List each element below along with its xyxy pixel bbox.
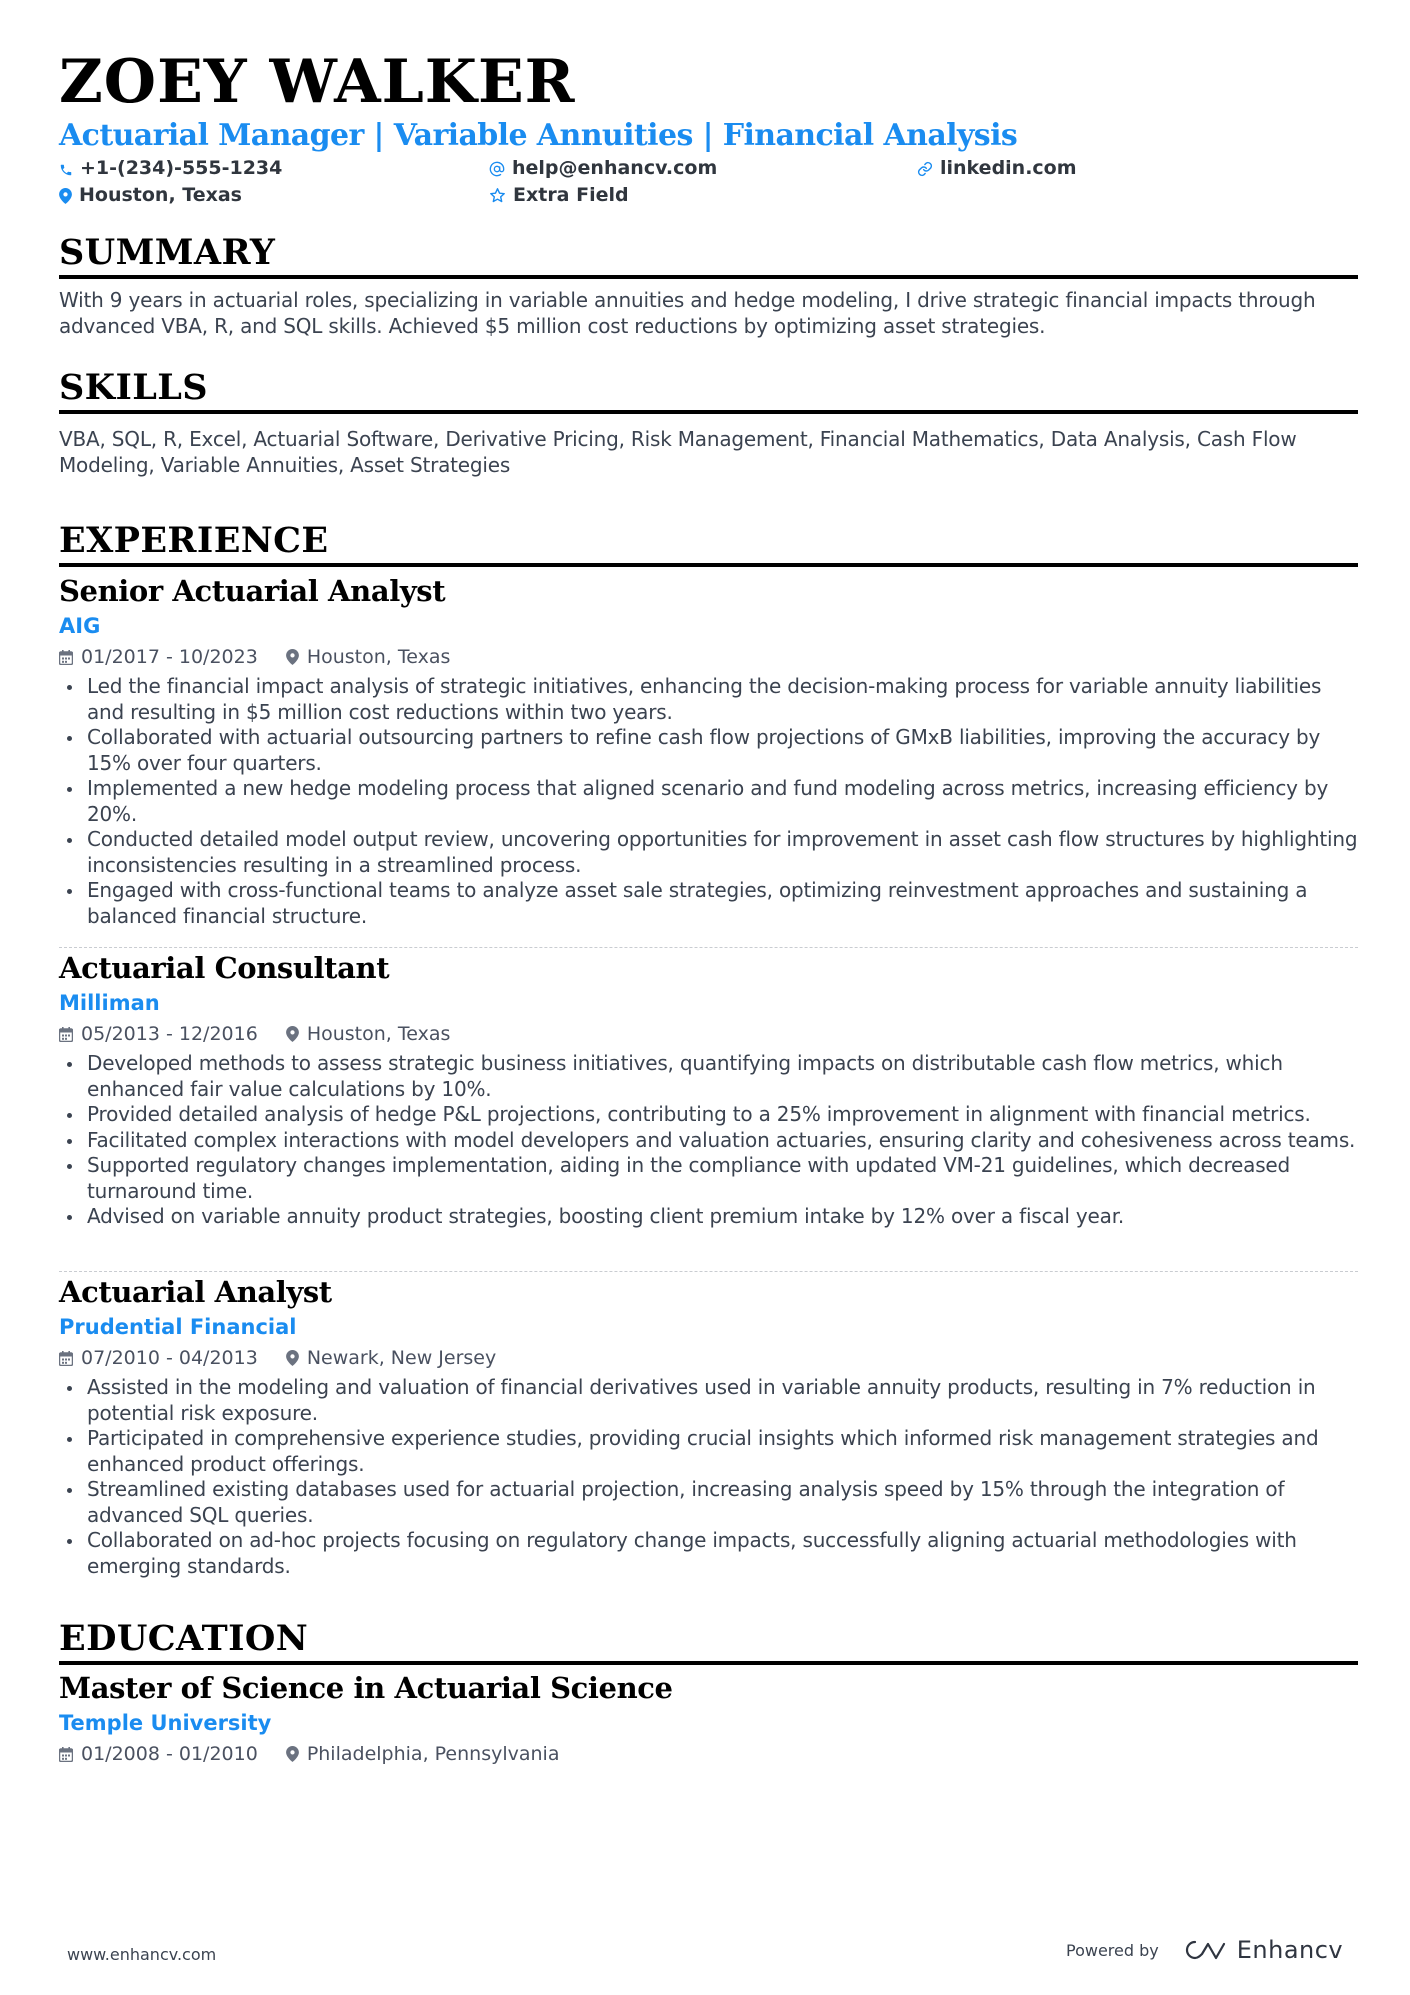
experience-entry	[59, 1272, 1358, 1579]
location-pin-icon	[286, 649, 299, 665]
section-title-skills: SKILLS	[59, 366, 1358, 414]
location-text: Houston, Texas	[79, 184, 242, 206]
bullet-item: Supported regulatory changes implementation, aiding in the compliance with updated VM-21 guidelines, which decreased turnaround time.	[87, 1153, 1358, 1204]
calendar-icon	[59, 1351, 73, 1366]
job-dates: 01/2017 - 10/2023	[81, 646, 258, 668]
bullet-item: Implemented a new hedge modeling process that aligned scenario and fund modeling across metrics, increasing efficiency by 20%.	[87, 776, 1358, 827]
footer-branding[interactable]	[1066, 1936, 1343, 1970]
bullet-item: Collaborated on ad-hoc projects focusing on regulatory change impacts, successfully aligning actuarial methodologies with emerging standards.	[87, 1528, 1358, 1579]
powered-by-label: Powered by	[1066, 1940, 1159, 1960]
location-pin-icon	[59, 188, 72, 204]
bullet-item: Conducted detailed model output review, uncovering opportunities for improvement in asset cash flow structures by highlighting inconsistencies resulting in a streamlined process.	[87, 827, 1358, 877]
bullet-item: Facilitated complex interactions with model developers and valuation actuaries, ensuring clarity and cohesiveness across teams.	[87, 1128, 1358, 1154]
company-name[interactable]: AIG	[59, 614, 101, 638]
candidate-name: ZOEY WALKER	[59, 47, 576, 117]
contact-email[interactable]	[489, 155, 717, 181]
bullet-item: Streamlined existing databases used for actuarial projection, increasing analysis speed by 15% through the integration of advanced SQL queries.	[87, 1477, 1358, 1528]
degree-title: Master of Science in Actuarial Science	[59, 1671, 673, 1705]
job-title: Actuarial Consultant	[59, 951, 390, 985]
location-pin-icon	[286, 1026, 299, 1042]
contact-phone[interactable]	[59, 155, 282, 181]
bullet-item: Assisted in the modeling and valuation of financial derivatives used in variable annuity products, resulting in 7% reduction in potential risk exposure.	[87, 1375, 1358, 1426]
star-icon	[489, 187, 506, 204]
education-entry	[59, 1668, 1358, 1768]
linkedin-text: linkedin.com	[940, 157, 1077, 179]
location-pin-icon	[286, 1350, 299, 1366]
job-title: Actuarial Analyst	[59, 1275, 332, 1309]
link-icon	[917, 161, 933, 177]
email-text: help@enhancv.com	[512, 157, 718, 179]
bullet-item: Participated in comprehensive experience studies, providing crucial insights which informed risk management strategies and enhanced product offerings.	[87, 1426, 1358, 1477]
contact-location	[59, 182, 242, 208]
at-icon	[489, 161, 505, 177]
summary-text: With 9 years in actuarial roles, specializing in variable annuities and hedge modeling, I drive strategic financial impacts through advanced VBA, R, and SQL skills. Achieved $5 million cost reductions by optimizing asset strategies.	[59, 288, 1316, 338]
contact-extra-field	[489, 182, 629, 208]
bullet-item: Provided detailed analysis of hedge P&L projections, contributing to a 25% improvement in alignment with financial metrics.	[87, 1102, 1358, 1128]
contact-linkedin[interactable]	[917, 155, 1077, 181]
education-meta	[59, 1740, 1358, 1768]
bullet-item: Developed methods to assess strategic business initiatives, quantifying impacts on distributable cash flow metrics, which enhanced fair value calculations by 10%.	[87, 1051, 1358, 1102]
job-bullets	[59, 1051, 1358, 1230]
enhancv-brand-name: Enhancv	[1236, 1936, 1344, 1964]
skills-text: VBA, SQL, R, Excel, Actuarial Software, Derivative Pricing, Risk Management, Financial Mathematics, Data Analysis, Cash Flow Modeling, Variable Annuities, Asset Strategies	[59, 427, 1297, 477]
education-location: Philadelphia, Pennsylvania	[306, 1743, 560, 1765]
location-pin-icon	[286, 1746, 299, 1762]
calendar-icon	[59, 650, 73, 665]
job-meta	[59, 643, 1358, 671]
job-meta	[59, 1344, 1358, 1372]
school-name[interactable]: Temple University	[59, 1711, 272, 1735]
extra-field-text: Extra Field	[513, 184, 629, 206]
job-bullets	[59, 674, 1358, 929]
bullet-item: Led the financial impact analysis of strategic initiatives, enhancing the decision-making process for variable annuity liabilities and resulting in $5 million cost reductions within two years.	[87, 674, 1358, 725]
calendar-icon	[59, 1747, 73, 1762]
bullet-item: Advised on variable annuity product strategies, boosting client premium intake by 12% over a fiscal year.	[87, 1204, 1358, 1230]
job-location: Houston, Texas	[306, 1023, 451, 1045]
experience-entry	[59, 571, 1358, 929]
education-dates: 01/2008 - 01/2010	[81, 1743, 258, 1765]
headline: Actuarial Manager | Variable Annuities | Financial Analysis	[59, 118, 1018, 153]
job-dates: 07/2010 - 04/2013	[81, 1347, 258, 1369]
section-title-education: EDUCATION	[59, 1617, 1358, 1665]
job-dates: 05/2013 - 12/2016	[81, 1023, 258, 1045]
job-bullets	[59, 1375, 1358, 1579]
job-meta	[59, 1020, 1358, 1048]
calendar-icon	[59, 1027, 73, 1042]
section-title-experience: EXPERIENCE	[59, 519, 1358, 567]
experience-entry	[59, 948, 1358, 1230]
job-title: Senior Actuarial Analyst	[59, 574, 446, 608]
footer-website[interactable]: www.enhancv.com	[67, 1945, 217, 1964]
section-title-summary: SUMMARY	[59, 231, 1358, 279]
company-name[interactable]: Prudential Financial	[59, 1315, 297, 1339]
job-location: Houston, Texas	[306, 646, 451, 668]
phone-icon	[59, 163, 73, 177]
job-location: Newark, New Jersey	[306, 1347, 497, 1369]
company-name[interactable]: Milliman	[59, 991, 160, 1015]
phone-text: +1-(234)-555-1234	[80, 157, 283, 179]
bullet-item: Engaged with cross-functional teams to analyze asset sale strategies, optimizing reinvestment approaches and sustaining a balanced financial structure.	[87, 878, 1358, 929]
enhancv-logo-icon	[1183, 1939, 1227, 1961]
bullet-item: Collaborated with actuarial outsourcing partners to refine cash flow projections of GMxB liabilities, improving the accuracy by 15% over four quarters.	[87, 725, 1358, 776]
